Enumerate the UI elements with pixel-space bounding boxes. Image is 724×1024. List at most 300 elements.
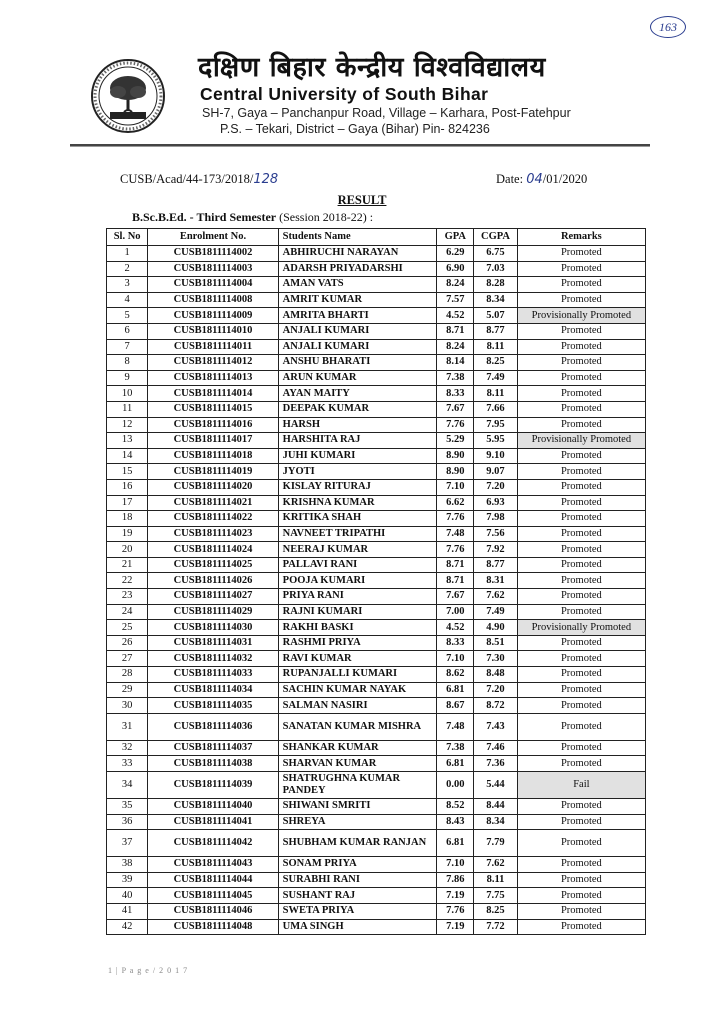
cell-remarks: Promoted	[517, 814, 645, 830]
cell-gpa: 7.48	[437, 526, 474, 542]
header-remarks: Remarks	[517, 229, 645, 246]
cell-remarks: Promoted	[517, 370, 645, 386]
cell-sl-no: 19	[107, 526, 148, 542]
cell-cgpa: 7.49	[474, 604, 517, 620]
header-cgpa: CGPA	[474, 229, 517, 246]
cell-student-name: ANSHU BHARATI	[278, 355, 437, 371]
header-sl-no: Sl. No	[107, 229, 148, 246]
cell-enrolment-no: CUSB1811114017	[148, 433, 278, 449]
cell-remarks: Promoted	[517, 903, 645, 919]
cell-enrolment-no: CUSB1811114019	[148, 464, 278, 480]
table-row	[107, 246, 646, 262]
cell-student-name: POOJA KUMARI	[278, 573, 437, 589]
cell-remarks: Promoted	[517, 872, 645, 888]
cell-student-name: JYOTI	[278, 464, 437, 480]
cell-sl-no: 33	[107, 756, 148, 772]
cell-student-name: SHATRUGHNA KUMAR PANDEY	[278, 772, 437, 799]
cell-student-name: UMA SINGH	[278, 919, 437, 935]
cell-student-name: RAJNI KUMARI	[278, 604, 437, 620]
page-footer: 1 | P a g e / 2 0 1 7	[108, 966, 189, 975]
cell-cgpa: 6.93	[474, 495, 517, 511]
cell-gpa: 4.52	[437, 620, 474, 636]
table-row	[107, 370, 646, 386]
cell-gpa: 6.81	[437, 756, 474, 772]
cell-sl-no: 4	[107, 292, 148, 308]
cell-enrolment-no: CUSB1811114032	[148, 651, 278, 667]
cell-cgpa: 7.20	[474, 682, 517, 698]
cell-gpa: 8.67	[437, 698, 474, 714]
cell-sl-no: 9	[107, 370, 148, 386]
address-line-2: P.S. – Tekari, District – Gaya (Bihar) Pin- 824236	[220, 122, 490, 136]
cell-cgpa: 7.79	[474, 830, 517, 857]
cell-gpa: 7.10	[437, 651, 474, 667]
cell-remarks: Promoted	[517, 511, 645, 527]
cell-gpa: 8.62	[437, 667, 474, 683]
cell-gpa: 8.14	[437, 355, 474, 371]
cell-remarks: Promoted	[517, 261, 645, 277]
cell-cgpa: 8.25	[474, 355, 517, 371]
table-row	[107, 740, 646, 756]
cell-sl-no: 27	[107, 651, 148, 667]
cell-remarks: Promoted	[517, 386, 645, 402]
cell-sl-no: 18	[107, 511, 148, 527]
table-row	[107, 464, 646, 480]
cell-gpa: 7.19	[437, 919, 474, 935]
cell-cgpa: 5.07	[474, 308, 517, 324]
semester-line	[132, 210, 373, 225]
header-student-name: Students Name	[278, 229, 437, 246]
cell-enrolment-no: CUSB1811114033	[148, 667, 278, 683]
cell-gpa: 8.90	[437, 448, 474, 464]
cell-student-name: AMAN VATS	[278, 277, 437, 293]
cell-cgpa: 8.51	[474, 635, 517, 651]
table-row	[107, 814, 646, 830]
table-row	[107, 872, 646, 888]
cell-gpa: 7.76	[437, 417, 474, 433]
cell-enrolment-no: CUSB1811114020	[148, 479, 278, 495]
cell-remarks: Promoted	[517, 277, 645, 293]
cell-enrolment-no: CUSB1811114016	[148, 417, 278, 433]
cell-cgpa: 7.46	[474, 740, 517, 756]
table-row	[107, 713, 646, 740]
table-row	[107, 401, 646, 417]
table-row	[107, 620, 646, 636]
cell-gpa: 7.38	[437, 370, 474, 386]
cell-student-name: RAVI KUMAR	[278, 651, 437, 667]
cell-cgpa: 8.48	[474, 667, 517, 683]
cell-remarks: Promoted	[517, 339, 645, 355]
cell-student-name: DEEPAK KUMAR	[278, 401, 437, 417]
address-line-1: SH-7, Gaya – Panchanpur Road, Village – Karhara, Post-Fatehpur	[202, 106, 571, 120]
cell-cgpa: 7.56	[474, 526, 517, 542]
table-row	[107, 919, 646, 935]
cell-gpa: 7.67	[437, 589, 474, 605]
table-row	[107, 542, 646, 558]
cell-cgpa: 7.75	[474, 888, 517, 904]
cell-remarks: Promoted	[517, 479, 645, 495]
table-row	[107, 589, 646, 605]
cell-cgpa: 7.43	[474, 713, 517, 740]
table-row	[107, 830, 646, 857]
cell-gpa: 7.76	[437, 903, 474, 919]
date-label: Date:	[496, 172, 527, 186]
cell-gpa: 5.29	[437, 433, 474, 449]
table-row	[107, 386, 646, 402]
cell-student-name: ANJALI KUMARI	[278, 323, 437, 339]
cell-gpa: 6.81	[437, 682, 474, 698]
cell-student-name: AYAN MAITY	[278, 386, 437, 402]
cell-student-name: RAKHI BASKI	[278, 620, 437, 636]
cell-enrolment-no: CUSB1811114014	[148, 386, 278, 402]
cell-cgpa: 7.30	[474, 651, 517, 667]
cell-cgpa: 8.34	[474, 814, 517, 830]
cell-student-name: NAVNEET TRIPATHI	[278, 526, 437, 542]
cell-gpa: 7.76	[437, 511, 474, 527]
cell-cgpa: 8.34	[474, 292, 517, 308]
session-text: (Session 2018-22) :	[276, 210, 374, 224]
cell-cgpa: 7.62	[474, 857, 517, 873]
cell-student-name: SHANKAR KUMAR	[278, 740, 437, 756]
cell-cgpa: 8.77	[474, 557, 517, 573]
cell-sl-no: 2	[107, 261, 148, 277]
cell-remarks: Promoted	[517, 799, 645, 815]
cell-enrolment-no: CUSB1811114031	[148, 635, 278, 651]
cell-remarks: Promoted	[517, 740, 645, 756]
table-row	[107, 417, 646, 433]
header-gpa: GPA	[437, 229, 474, 246]
cell-cgpa: 5.95	[474, 433, 517, 449]
cell-enrolment-no: CUSB1811114048	[148, 919, 278, 935]
handwritten-page-number: 163	[650, 16, 686, 38]
cell-student-name: NEERAJ KUMAR	[278, 542, 437, 558]
cell-remarks: Promoted	[517, 682, 645, 698]
cell-gpa: 8.24	[437, 339, 474, 355]
cell-remarks: Promoted	[517, 604, 645, 620]
cell-sl-no: 12	[107, 417, 148, 433]
table-row	[107, 756, 646, 772]
cell-cgpa: 8.11	[474, 339, 517, 355]
cell-student-name: RUPANJALLI KUMARI	[278, 667, 437, 683]
table-row	[107, 635, 646, 651]
cell-enrolment-no: CUSB1811114040	[148, 799, 278, 815]
cell-student-name: ANJALI KUMARI	[278, 339, 437, 355]
cell-cgpa: 7.66	[474, 401, 517, 417]
table-row	[107, 799, 646, 815]
cell-enrolment-no: CUSB1811114029	[148, 604, 278, 620]
cell-student-name: SHUBHAM KUMAR RANJAN	[278, 830, 437, 857]
cell-enrolment-no: CUSB1811114039	[148, 772, 278, 799]
cell-gpa: 8.43	[437, 814, 474, 830]
cell-sl-no: 14	[107, 448, 148, 464]
cell-enrolment-no: CUSB1811114035	[148, 698, 278, 714]
cell-gpa: 8.52	[437, 799, 474, 815]
cell-enrolment-no: CUSB1811114027	[148, 589, 278, 605]
issue-date	[496, 172, 587, 187]
cell-gpa: 8.24	[437, 277, 474, 293]
cell-cgpa: 8.72	[474, 698, 517, 714]
cell-sl-no: 34	[107, 772, 148, 799]
table-row	[107, 573, 646, 589]
cell-student-name: SACHIN KUMAR NAYAK	[278, 682, 437, 698]
cell-enrolment-no: CUSB1811114045	[148, 888, 278, 904]
cell-sl-no: 29	[107, 682, 148, 698]
cell-cgpa: 7.62	[474, 589, 517, 605]
cell-sl-no: 39	[107, 872, 148, 888]
cell-remarks: Promoted	[517, 651, 645, 667]
cell-student-name: JUHI KUMARI	[278, 448, 437, 464]
cell-student-name: PALLAVI RANI	[278, 557, 437, 573]
cell-cgpa: 7.95	[474, 417, 517, 433]
cell-remarks: Promoted	[517, 557, 645, 573]
table-row	[107, 557, 646, 573]
cell-gpa: 8.33	[437, 635, 474, 651]
table-row	[107, 526, 646, 542]
cell-cgpa: 8.77	[474, 323, 517, 339]
cell-enrolment-no: CUSB1811114041	[148, 814, 278, 830]
table-row	[107, 682, 646, 698]
cell-remarks: Promoted	[517, 698, 645, 714]
table-row	[107, 308, 646, 324]
cell-enrolment-no: CUSB1811114018	[148, 448, 278, 464]
university-name-hindi: दक्षिण बिहार केन्द्रीय विश्वविद्यालय	[198, 52, 546, 83]
cell-remarks: Promoted	[517, 857, 645, 873]
cell-gpa: 7.19	[437, 888, 474, 904]
cell-remarks: Promoted	[517, 667, 645, 683]
cell-sl-no: 38	[107, 857, 148, 873]
cell-enrolment-no: CUSB1811114011	[148, 339, 278, 355]
cell-sl-no: 22	[107, 573, 148, 589]
cell-gpa: 7.00	[437, 604, 474, 620]
cell-sl-no: 1	[107, 246, 148, 262]
cell-gpa: 8.90	[437, 464, 474, 480]
table-row	[107, 698, 646, 714]
cell-enrolment-no: CUSB1811114034	[148, 682, 278, 698]
cell-remarks: Provisionally Promoted	[517, 308, 645, 324]
cell-gpa: 7.10	[437, 857, 474, 873]
cell-sl-no: 35	[107, 799, 148, 815]
cell-cgpa: 6.75	[474, 246, 517, 262]
cell-cgpa: 8.11	[474, 872, 517, 888]
cell-sl-no: 16	[107, 479, 148, 495]
cell-sl-no: 28	[107, 667, 148, 683]
table-row	[107, 339, 646, 355]
cell-sl-no: 7	[107, 339, 148, 355]
result-heading	[0, 193, 724, 208]
cell-cgpa: 8.25	[474, 903, 517, 919]
table-row	[107, 857, 646, 873]
cell-sl-no: 30	[107, 698, 148, 714]
cell-student-name: SUSHANT RAJ	[278, 888, 437, 904]
cell-cgpa: 7.72	[474, 919, 517, 935]
table-row	[107, 903, 646, 919]
cell-sl-no: 3	[107, 277, 148, 293]
table-row	[107, 511, 646, 527]
cell-student-name: AMRIT KUMAR	[278, 292, 437, 308]
cell-cgpa: 8.11	[474, 386, 517, 402]
cell-remarks: Promoted	[517, 417, 645, 433]
cell-enrolment-no: CUSB1811114026	[148, 573, 278, 589]
cell-student-name: SALMAN NASIRI	[278, 698, 437, 714]
cell-student-name: SURABHI RANI	[278, 872, 437, 888]
cell-remarks: Provisionally Promoted	[517, 620, 645, 636]
cell-remarks: Promoted	[517, 830, 645, 857]
table-header-row	[107, 229, 646, 246]
cell-remarks: Promoted	[517, 246, 645, 262]
cell-sl-no: 11	[107, 401, 148, 417]
cell-cgpa: 9.10	[474, 448, 517, 464]
cell-enrolment-no: CUSB1811114044	[148, 872, 278, 888]
cell-gpa: 6.62	[437, 495, 474, 511]
cell-enrolment-no: CUSB1811114004	[148, 277, 278, 293]
cell-gpa: 7.76	[437, 542, 474, 558]
cell-sl-no: 13	[107, 433, 148, 449]
cell-sl-no: 31	[107, 713, 148, 740]
cell-remarks: Provisionally Promoted	[517, 433, 645, 449]
cell-sl-no: 36	[107, 814, 148, 830]
cell-remarks: Promoted	[517, 542, 645, 558]
cell-cgpa: 7.49	[474, 370, 517, 386]
cell-remarks: Promoted	[517, 355, 645, 371]
cell-sl-no: 24	[107, 604, 148, 620]
cell-gpa: 6.90	[437, 261, 474, 277]
cell-sl-no: 23	[107, 589, 148, 605]
cell-cgpa: 7.03	[474, 261, 517, 277]
table-row	[107, 355, 646, 371]
cell-cgpa: 8.28	[474, 277, 517, 293]
cell-gpa: 7.67	[437, 401, 474, 417]
program-name: B.Sc.B.Ed. - Third Semester	[132, 210, 277, 224]
cell-sl-no: 40	[107, 888, 148, 904]
cell-student-name: KRITIKA SHAH	[278, 511, 437, 527]
cell-student-name: KRISHNA KUMAR	[278, 495, 437, 511]
cell-enrolment-no: CUSB1811114002	[148, 246, 278, 262]
cell-student-name: SHREYA	[278, 814, 437, 830]
cell-cgpa: 5.44	[474, 772, 517, 799]
table-row	[107, 604, 646, 620]
cell-student-name: ARUN KUMAR	[278, 370, 437, 386]
cell-sl-no: 37	[107, 830, 148, 857]
cell-enrolment-no: CUSB1811114025	[148, 557, 278, 573]
cell-student-name: SANATAN KUMAR MISHRA	[278, 713, 437, 740]
cell-student-name: SHIWANI SMRITI	[278, 799, 437, 815]
table-body	[107, 246, 646, 935]
university-seal-logo	[90, 58, 166, 134]
table-row	[107, 888, 646, 904]
table-row	[107, 261, 646, 277]
cell-student-name: RASHMI PRIYA	[278, 635, 437, 651]
cell-gpa: 8.71	[437, 557, 474, 573]
cell-sl-no: 25	[107, 620, 148, 636]
cell-remarks: Promoted	[517, 919, 645, 935]
date-day-handwritten: 04	[526, 172, 543, 187]
cell-gpa: 7.48	[437, 713, 474, 740]
cell-enrolment-no: CUSB1811114046	[148, 903, 278, 919]
cell-sl-no: 17	[107, 495, 148, 511]
cell-cgpa: 8.44	[474, 799, 517, 815]
cell-remarks: Promoted	[517, 888, 645, 904]
cell-student-name: ABHIRUCHI NARAYAN	[278, 246, 437, 262]
date-month-year: /01/2020	[542, 172, 588, 186]
cell-remarks: Promoted	[517, 573, 645, 589]
cell-remarks: Promoted	[517, 495, 645, 511]
cell-sl-no: 10	[107, 386, 148, 402]
cell-cgpa: 9.07	[474, 464, 517, 480]
reference-handwritten: 128	[253, 172, 279, 187]
cell-cgpa: 7.92	[474, 542, 517, 558]
cell-gpa: 0.00	[437, 772, 474, 799]
cell-sl-no: 32	[107, 740, 148, 756]
cell-enrolment-no: CUSB1811114003	[148, 261, 278, 277]
table-row	[107, 292, 646, 308]
result-title: RESULT	[337, 193, 387, 207]
cell-sl-no: 26	[107, 635, 148, 651]
cell-gpa: 8.33	[437, 386, 474, 402]
cell-enrolment-no: CUSB1811114042	[148, 830, 278, 857]
cell-enrolment-no: CUSB1811114010	[148, 323, 278, 339]
table-row	[107, 433, 646, 449]
cell-gpa: 6.81	[437, 830, 474, 857]
table-row	[107, 479, 646, 495]
table-row	[107, 772, 646, 799]
cell-enrolment-no: CUSB1811114023	[148, 526, 278, 542]
cell-student-name: SWETA PRIYA	[278, 903, 437, 919]
cell-enrolment-no: CUSB1811114008	[148, 292, 278, 308]
cell-sl-no: 21	[107, 557, 148, 573]
cell-enrolment-no: CUSB1811114043	[148, 857, 278, 873]
cell-remarks: Fail	[517, 772, 645, 799]
cell-enrolment-no: CUSB1811114024	[148, 542, 278, 558]
table-row	[107, 448, 646, 464]
cell-sl-no: 6	[107, 323, 148, 339]
cell-enrolment-no: CUSB1811114037	[148, 740, 278, 756]
cell-cgpa: 7.20	[474, 479, 517, 495]
cell-cgpa: 4.90	[474, 620, 517, 636]
cell-enrolment-no: CUSB1811114013	[148, 370, 278, 386]
table-row	[107, 667, 646, 683]
cell-sl-no: 42	[107, 919, 148, 935]
cell-student-name: AMRITA BHARTI	[278, 308, 437, 324]
cell-student-name: KISLAY RITURAJ	[278, 479, 437, 495]
cell-sl-no: 5	[107, 308, 148, 324]
cell-enrolment-no: CUSB1811114015	[148, 401, 278, 417]
table-row	[107, 495, 646, 511]
cell-remarks: Promoted	[517, 589, 645, 605]
cell-remarks: Promoted	[517, 713, 645, 740]
cell-gpa: 7.57	[437, 292, 474, 308]
cell-gpa: 7.38	[437, 740, 474, 756]
cell-cgpa: 8.31	[474, 573, 517, 589]
cell-remarks: Promoted	[517, 526, 645, 542]
cell-sl-no: 15	[107, 464, 148, 480]
cell-student-name: SHARVAN KUMAR	[278, 756, 437, 772]
header-enrolment-no: Enrolment No.	[148, 229, 278, 246]
table-row	[107, 651, 646, 667]
cell-enrolment-no: CUSB1811114030	[148, 620, 278, 636]
cell-student-name: PRIYA RANI	[278, 589, 437, 605]
table-row	[107, 323, 646, 339]
cell-enrolment-no: CUSB1811114022	[148, 511, 278, 527]
cell-gpa: 6.29	[437, 246, 474, 262]
cell-cgpa: 7.36	[474, 756, 517, 772]
reference-number	[120, 172, 278, 187]
cell-sl-no: 41	[107, 903, 148, 919]
cell-student-name: ADARSH PRIYADARSHI	[278, 261, 437, 277]
cell-cgpa: 7.98	[474, 511, 517, 527]
cell-student-name: SONAM PRIYA	[278, 857, 437, 873]
cell-remarks: Promoted	[517, 292, 645, 308]
cell-enrolment-no: CUSB1811114012	[148, 355, 278, 371]
cell-remarks: Promoted	[517, 323, 645, 339]
